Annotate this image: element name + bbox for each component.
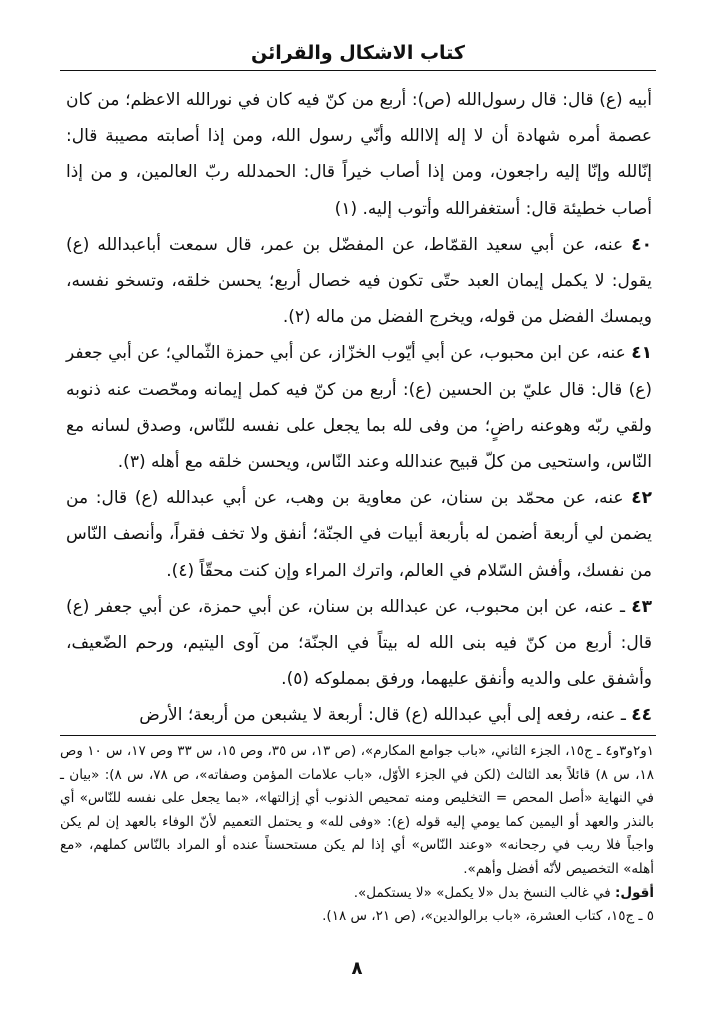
hadith-text: ـ عنه، رفعه إلى أبي عبدالله (ع) قال: أربعة لا يشبعن من أربعة؛ الأرض <box>139 705 626 726</box>
hadith-text: عنه، عن ابن محبوب، عن أبي أيّوب الخزّاز، عن أبي حمزة الثّمالي؛ عن أبي جعفر (ع) قال: قال عليّ بن الحسين (ع): أربع من كنّ فيه كمل إيمانه ومحّصت عنه ذنوبه ولقي ربّه وهوعنه راضٍ؛ من وفى لله بما يجعل على نفسه للنّاس، وصدق لسانه مع النّاس، واستحيى من كلّ قبيح عندالله وعند النّاس، ويحسن خلقه مع أهله (٣). <box>66 343 652 473</box>
hadith-number: ٤٤ <box>631 705 652 726</box>
hadith-43 <box>66 589 652 698</box>
hadith-number: ٤١ <box>631 343 653 364</box>
hadith-intro: أبيه (ع) قال: قال رسول‌الله (ص): أربع من كنّ فيه كان في نورالله الاعظم؛ من كان عصمة أمره شهادة أن لا إله إلاالله وأنّي رسول الله، ومن إذا أصابته مصيبة قال: إنّالله وإنّا إليه راجعون، ومن إذا أصاب خيراً قال: الحمدلله ربّ العالمين، و من إذا أصاب خطيئة قال: أستغفرالله وأتوب إليه. (١) <box>66 90 652 219</box>
hadith-number: ٤٣ <box>631 596 653 617</box>
footnote-1-4: ١و٢و٣و٤ ـ ج١٥، الجزء الثاني، «باب جوامع المكارم»، (ص ١٣، س ٣٥، وص ١٥، س ٣٣ وص ١٧، س ١٠ وص ١٨، س ٨) قائلاً بعد الثالث (لكن في الجزء الأوّل، «باب علامات المؤمن وصفاته»، ص ٧٨، س ٨): «بيان ـ في النهاية «أصل المحص = التخليص ومنه تمحيص الذنوب أي إزالتها»، «بما يجعل على نفسه للنّاس» أي بالنذر والعهد أو اليمين كما يومي إليه قوله (ع): «وفى لله» و يحتمل التعميم لأنّ الوفاء بالعهد إن لم يكن واجباً فلا ريب في رجحانه» «وعند النّاس» أي إذا لم يكن مستحسناً عنده أو المراد بالنّاس كملهم، «مع أهله» التخصيص لأنّه أفضل وأهم». <box>60 743 655 877</box>
main-text <box>66 82 652 734</box>
footnote-note-text: في غالب النسخ بدل «لا يكمل» «لا يستكمل». <box>353 884 611 901</box>
hadith-number: ٤٠ <box>631 234 652 255</box>
page-header-title: كتاب الاشكال والقرائن <box>251 42 465 64</box>
hadith-41 <box>66 335 652 480</box>
hadith-text: ـ عنه، عن ابن محبوب، عن عبدالله بن سنان، عن أبي حمزة، عن أبي جعفر (ع) قال: أربع من كنّ فيه بنى الله له بيتاً في الجنّة؛ من آوى اليتيم، ورحم الضّعيف، وأشفق على والديه وأنفق عليهما، ورفق بمملوكه (٥). <box>66 596 652 690</box>
footnotes <box>60 740 654 929</box>
footnote-divider <box>60 735 656 736</box>
header-divider <box>60 70 656 71</box>
footnote-note-label: أقول: <box>614 884 654 901</box>
page-number: ٨ <box>351 958 363 979</box>
hadith-42 <box>66 480 652 589</box>
hadith-text: عنه، عن أبي سعيد القمّاط، عن المفضّل بن عمر، قال سمعت أباعبدالله (ع) يقول: لا يكمل إيمان العبد حتّى تكون فيه خصال أربع؛ يحسن خلقه، وتسخو نفسه، ويمسك الفضل من قوله، ويخرج الفضل من ماله (٢). <box>66 234 652 328</box>
hadith-number: ٤٢ <box>631 488 652 509</box>
footnote-5: ٥ ـ ج١٥، كتاب العشرة، «باب برالوالدين»، (ص ٢١، س ١٨). <box>322 908 654 925</box>
footnote-note <box>60 882 654 906</box>
hadith-text: عنه، عن محمّد بن سنان، عن معاوية بن وهب، عن أبي عبدالله (ع) قال: من يضمن لي أربعة أضمن له بأربعة أبيات في الجنّة؛ أنفق ولا تخف فقراً، وأنصف النّاس من نفسك، وأفش السّلام في العالم، واترك المراء وإن كنت محقّاً (٤). <box>66 488 652 581</box>
hadith-44 <box>66 697 652 733</box>
hadith-40 <box>66 227 652 336</box>
